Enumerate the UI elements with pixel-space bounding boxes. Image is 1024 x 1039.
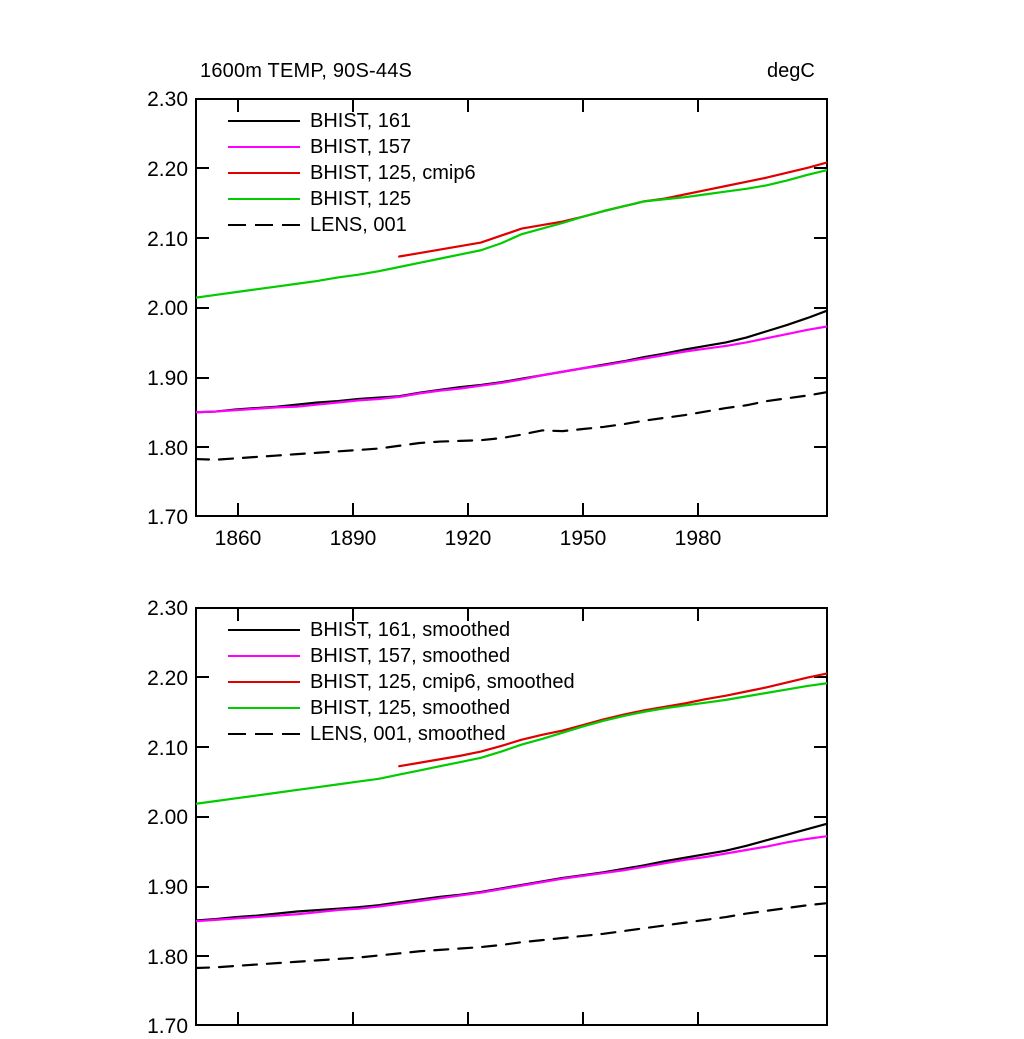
legend-line-swatch-solid [228,646,300,666]
panel-top-xtick-2: 1920 [444,527,492,550]
legend-line-swatch-solid [228,137,300,157]
panel-bottom [0,560,1024,1038]
legend-line-swatch-solid [228,163,300,183]
panel-top-ytick-6: 1.70 [147,506,188,529]
legend-line-swatch-dashed [228,724,300,744]
panel-bottom-legend [228,617,575,747]
legend-label: BHIST, 125, smoothed [310,697,511,719]
legend-label: BHIST, 161 [310,110,412,132]
legend-item [228,108,476,134]
legend-label: BHIST, 125 [310,188,412,210]
legend-line-swatch-solid [228,111,300,131]
panel-top-legend [228,108,476,238]
panel-bottom-ytick-2: 2.10 [147,737,188,760]
legend-line-swatch-solid [228,620,300,640]
legend-item [228,212,476,238]
panel-top-xtick-1: 1890 [329,527,377,550]
legend-label: BHIST, 125, cmip6, smoothed [310,671,575,693]
legend-label: BHIST, 161, smoothed [310,619,511,641]
legend-label: BHIST, 125, cmip6 [310,162,476,184]
legend-item [228,186,476,212]
panel-top-ytick-2: 2.10 [147,228,188,251]
legend-line-swatch-solid [228,189,300,209]
panel-bottom-ytick-0: 2.30 [147,597,188,620]
panel-top-ytick-1: 2.20 [147,158,188,181]
panel-top-xtick-4: 1980 [674,527,722,550]
legend-item [228,160,476,186]
legend-item [228,721,575,747]
legend-item [228,643,575,669]
panel-top-ytick-4: 1.90 [147,367,188,390]
legend-line-swatch-solid [228,672,300,692]
panel-top-xtick-0: 1860 [214,527,262,550]
panel-top-ytick-3: 2.00 [147,297,188,320]
panel-bottom-ytick-6: 1.70 [147,1015,188,1038]
legend-label: LENS, 001 [310,214,407,236]
legend-item [228,695,575,721]
legend-label: BHIST, 157 [310,136,412,158]
panel-bottom-ytick-4: 1.90 [147,876,188,899]
panel-top-xtick-3: 1950 [559,527,607,550]
legend-line-swatch-dashed [228,215,300,235]
panel-bottom-ytick-5: 1.80 [147,946,188,969]
panel-top-ytick-5: 1.80 [147,437,188,460]
panel-top-units: degC [767,60,815,82]
legend-item [228,134,476,160]
legend-item [228,669,575,695]
panel-top-title: 1600m TEMP, 90S-44S [200,60,413,82]
panel-bottom-ytick-1: 2.20 [147,667,188,690]
legend-item [228,617,575,643]
panel-bottom-ytick-3: 2.00 [147,806,188,829]
legend-label: LENS, 001, smoothed [310,723,506,745]
legend-line-swatch-solid [228,698,300,718]
panel-top-ytick-0: 2.30 [147,88,188,111]
legend-label: BHIST, 157, smoothed [310,645,511,667]
